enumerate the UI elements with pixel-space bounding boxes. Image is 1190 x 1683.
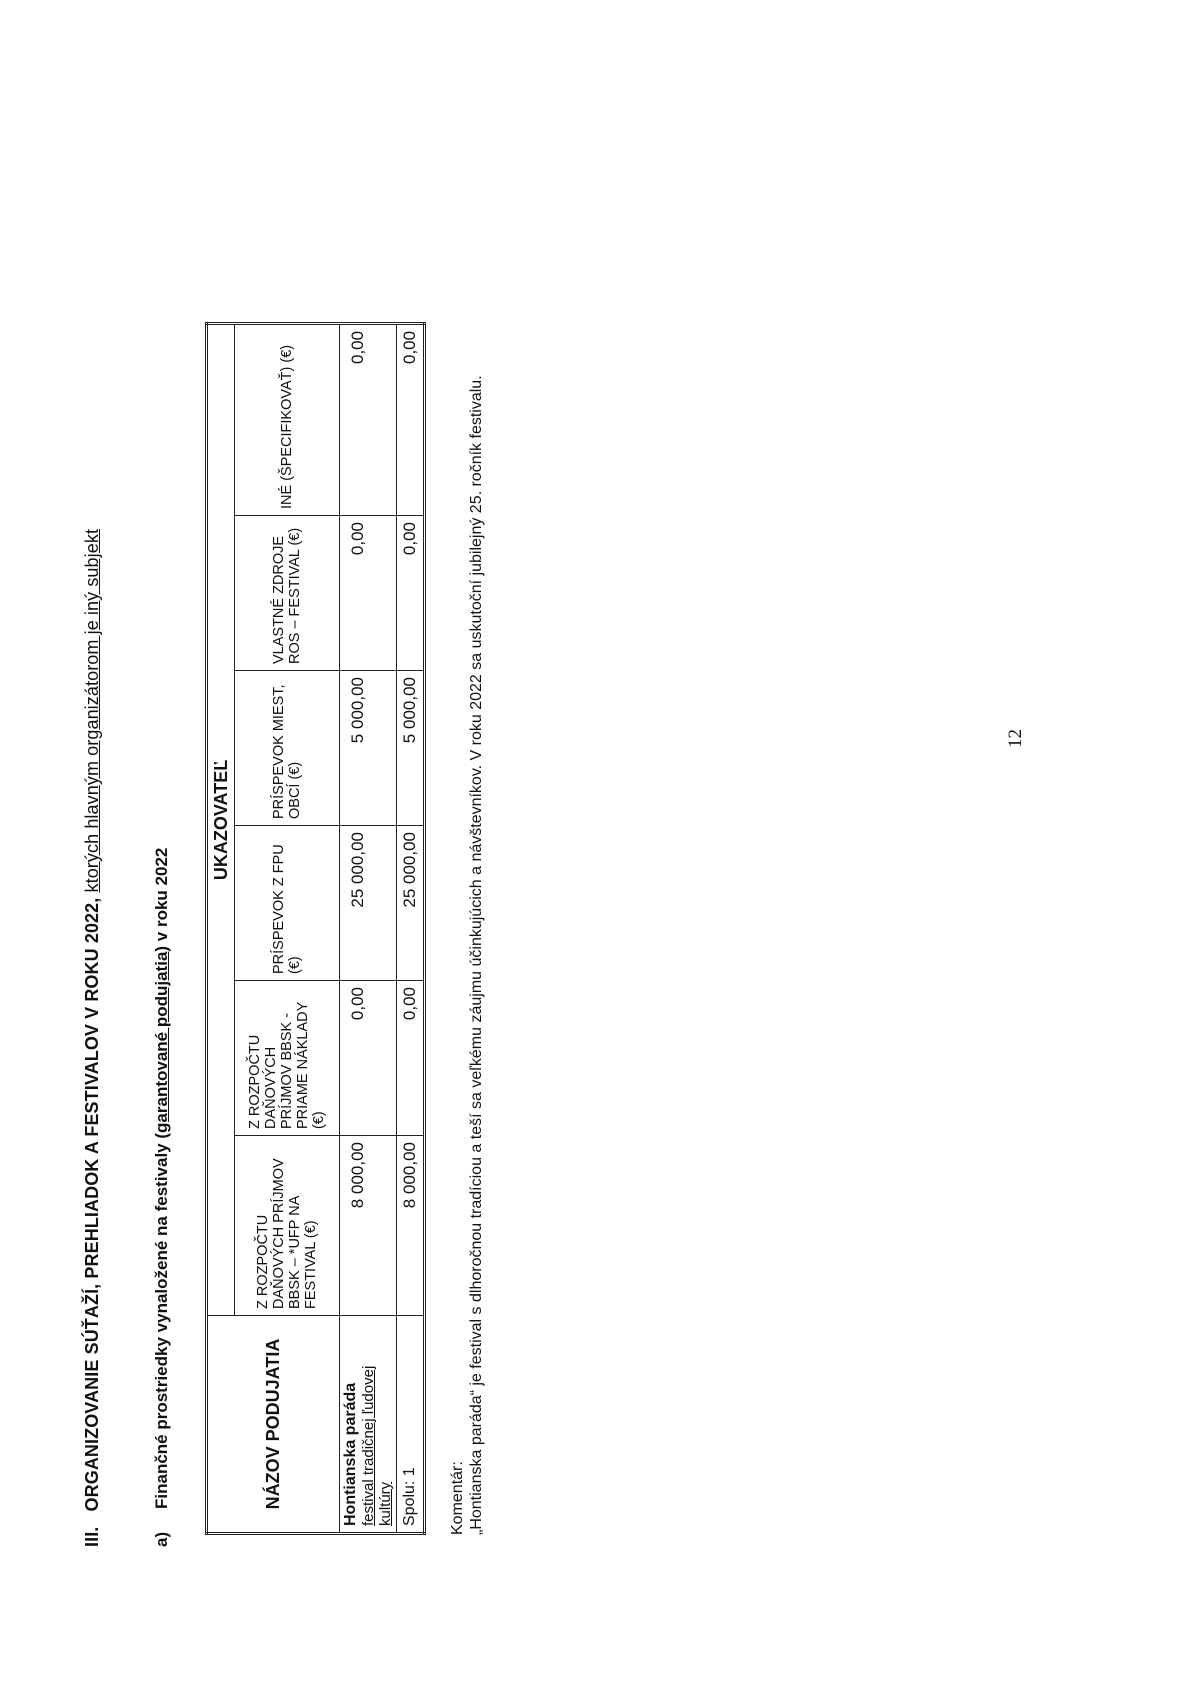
column-header: Z ROZPOČTU DAŇOVÝCH PRÍJMOV BBSK – *UFP NA FESTIVAL (€) bbox=[235, 1136, 340, 1316]
column-header: PRÍSPEVOK MIEST, OBCÍ (€) bbox=[235, 671, 340, 826]
value-cell: 25 000,00 bbox=[340, 826, 397, 981]
sub-heading-text-after: ) v roku 2022 bbox=[152, 847, 171, 952]
sub-heading bbox=[152, 848, 172, 1547]
event-name: Hontianska paráda bbox=[342, 1382, 359, 1526]
sub-heading-text-before: Finančné prostriedky vynaložené na festivaly ( bbox=[152, 1132, 171, 1509]
comment-label: Komentár: bbox=[449, 1461, 466, 1535]
column-header: PRÍSPEVOK Z FPU (€) bbox=[235, 826, 340, 981]
indicator-group-header: UKAZOVATEĽ bbox=[207, 323, 235, 1315]
name-column-header: NÁZOV PODUJATIA bbox=[207, 1316, 340, 1534]
section-title: ORGANIZOVANIE SÚŤAŽÍ, PREHLIADOK A FESTIVALOV V ROKU 2022, bbox=[82, 897, 102, 1512]
sub-heading-underlined: garantované podujatia bbox=[152, 951, 171, 1133]
column-header: INÉ (ŠPECIFIKOVAŤ) (€) bbox=[235, 323, 340, 515]
total-value-cell: 0,00 bbox=[397, 516, 425, 671]
total-value-cell: 5 000,00 bbox=[397, 671, 425, 826]
total-value-cell: 8 000,00 bbox=[397, 1136, 425, 1316]
value-cell: 0,00 bbox=[340, 516, 397, 671]
table-header-row bbox=[207, 323, 235, 1533]
event-name-cell bbox=[340, 1316, 397, 1534]
value-cell: 8 000,00 bbox=[340, 1136, 397, 1316]
section-number: III. bbox=[82, 1526, 102, 1547]
comment-block bbox=[448, 315, 486, 1535]
total-label: Spolu: 1 bbox=[397, 1316, 425, 1534]
total-row bbox=[397, 323, 425, 1533]
section-heading bbox=[82, 529, 103, 1547]
page-number: 12 bbox=[1005, 729, 1026, 748]
table-row bbox=[340, 323, 397, 1533]
event-subtitle: festival tradičnej ľudovej kultúry bbox=[360, 1365, 394, 1526]
column-header: VLASTNÉ ZDROJE ROS – FESTIVAL (€) bbox=[235, 516, 340, 671]
total-value-cell: 25 000,00 bbox=[397, 826, 425, 981]
value-cell: 5 000,00 bbox=[340, 671, 397, 826]
total-value-cell: 0,00 bbox=[397, 981, 425, 1136]
section-title-underlined: ktorých hlavným organizátorom je iný subjekt bbox=[82, 528, 102, 893]
value-cell: 0,00 bbox=[340, 981, 397, 1136]
value-cell: 0,00 bbox=[340, 323, 397, 515]
comment-text: „Hontianska paráda“ je festival s dlhoročnou tradíciou a teší sa veľkému záujmu účinkujúcich a návštevníkov. V roku 2022 sa uskutoční jubilejný 25. ročník festivalu. bbox=[468, 375, 485, 1535]
sub-heading-letter: a) bbox=[152, 1531, 171, 1547]
total-value-cell: 0,00 bbox=[397, 323, 425, 515]
column-header: Z ROZPOČTU DAŇOVÝCH PRÍJMOV BBSK - PRIAME NÁKLADY (€) bbox=[235, 981, 340, 1136]
budget-table bbox=[205, 322, 426, 1535]
